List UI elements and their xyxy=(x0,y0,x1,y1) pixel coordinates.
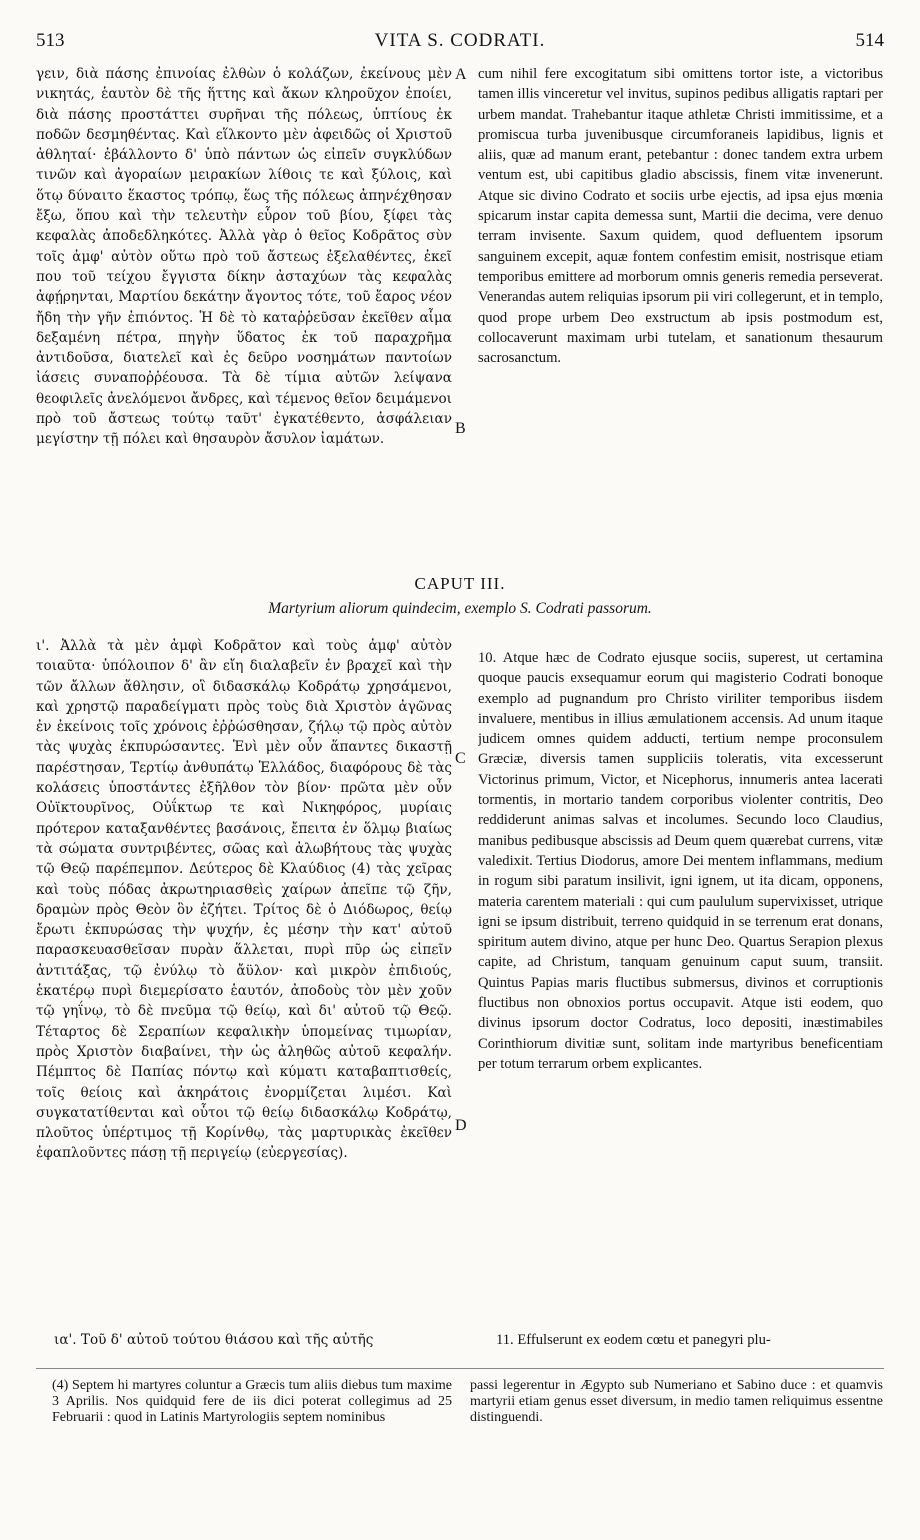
latin-paragraph: 10. Atque hæc de Codrato ejusque sociis, superest, ut certamina quoque paucis exsequamur eorum qui magisterio Codrati bonoque exemplo ad pugnandum pro Christo viriliter temporibus iisdem invaluere, mentibus in illius æmulationem accensis. Ad unum itaque judicem omnes quidem adducti, tertium nempe proconsulem Græciæ, diversis tamen suppliciis toleratis, vita excesserunt Victorinus primum, Victor, et Nicephorus, innumeris antea lacerati tormentis, in mortario tandem corporibus violenter contritis, Deo reddiderunt animas salvas et incolumes. Secundo loco Claudius, manibus pedibusque abscissis ad Deum quem quærebat currens, vitæ valedixit. Tertius Diodorus, amore Dei mentem inflammans, medium in rogum sibi paratum insilivit, igni ignem, ut ita dicam, opponens, materia carentem materiali : qui cum paululum supervixisset, utrique igni se ipsum distribuit, terreno quidquid in se terrenum erat donans, spiritum autem divino, atque per hunc Deo. Quartus Serapion plexus capite, ad Christum, tanquam genuinum caput suum, transiit. Quintus Papias maris fluctibus submersus, divinos et corruptionis fluctibus non obnoxios portus occupavit. Atque isti eodem, quo divinus ipsorum doctor Codratus, loco depositi, inæstimabiles Corinthiorum divitiæ sunt, solitam inde martyribus beneficentiam per totum terrarum orbem explicantes. xyxy=(478,650,883,1072)
chapter-subtitle: Martyrium aliorum quindecim, exemplo S. Codrati passorum. xyxy=(268,600,652,617)
footnote-right: passi legerentur in Ægypto sub Numeriano et Sabino duce : et quamvis martyrii etiam genus esset diversum, in medio tamen reliquimus essentne distinguendi. xyxy=(470,1378,883,1425)
greek-paragraph: ια'. Τοῦ δ' αὐτοῦ τούτου θιάσου καὶ τῆς αὐτῆς xyxy=(54,1332,374,1348)
latin-column-section-3 xyxy=(496,1330,883,1352)
margin-marker-d: D xyxy=(455,1117,467,1134)
footnote-left: (4) Septem hi martyres coluntur a Græcis tum aliis diebus tum maxime 3 Aprilis. Nos quidquid fere de iis dici poterat collegimus ad 25 Februarii : quod in Latinis Martyrologiis septem nominibus xyxy=(52,1378,452,1425)
margin-marker-b: B xyxy=(455,420,466,437)
greek-column-section-2 xyxy=(36,636,452,1330)
latin-column-section-1 xyxy=(478,64,883,574)
page-number-left: 513 xyxy=(36,30,65,51)
page-header xyxy=(36,30,884,54)
margin-marker-c: C xyxy=(455,750,466,767)
greek-paragraph: γειν, διὰ πάσης ἐπινοίας ἐλθὼν ὁ κολάζων, ἐκείνους μὲν νικητάς, ἑαυτὸν δὲ τῆς ἥττης καὶ ἄκων κληροῦχον ἐποίει, διὰ πάσης προστάττει συρῆναι τῆς πόλεως, ὑπτίους ἐκ ποδῶν δεσμηθέντας. Καὶ εἵλκοντο μὲν ἀφειδῶς οἱ Χριστοῦ ἀθληταί· ἐβάλλοντο δ' ὑπὸ πάντων ὡς εἰπεῖν συγκλύδων τινῶν καὶ ἀγοραίων μειρακίων λίθοις τε καὶ ξύλοις, καὶ ὅτῳ δύναιτο ἕκαστος τρόπῳ, ἕως τῆς πόλεως ἀπηνέχθησαν ἔξω, ὅπου καὶ τὴν τελευτὴν εὗρον τοῦ βίου, ξίφει τὰς κεφαλὰς ἀποδεδληκότες. Ἀλλὰ γὰρ ὁ θεῖος Κοδρᾶτος σὺν τοῖς ἀμφ' αὐτὸν οὕτω πρὸ τοῦ ἄστεως ἐξελαθέντες, ἐκεῖ που τοῦ τείχου ἔγγιστα δίκην ἀσταχύων τὰς κεφαλὰς ἀφῄρηνται, Μαρτίου δεκάτην ἄγοντος τότε, τοῦ ἔαρος νέον ἤδη τὴν γῆν ἐπιόντος. Ἡ δὲ τὸ καταῤῥεῦσαν ἐκεῖθεν αἷμα δεξαμένη πέτρα, πηγὴν ὕδατος ἐκ τοῦ παραχρῆμα ἀντιδοῦσα, διατελεῖ καὶ ἐς δεῦρο νοσημάτων παντοίων ἰάσεις συναποῤῥέουσα. Τὰ δὲ τίμια αὐτῶν λείψανα θεοφιλεῖς ἀνελόμενοι ἄνδρες, καὶ τέμενος θεῖον δειμάμενοι πρὸ τοῦ ἄστεως τούτῳ ταῦτ' ἐγκατέθεντο, ἀσφάλειαν μεγίστην τῇ πόλει καὶ θησαυρὸν ἄσυλον ἰαμάτων. xyxy=(36,66,452,448)
margin-marker-a: A xyxy=(455,66,467,83)
page-number-right: 514 xyxy=(855,30,884,51)
running-title: VITA S. CODRATI. xyxy=(374,30,546,51)
greek-paragraph: ι'. Ἀλλὰ τὰ μὲν ἀμφὶ Κοδρᾶτον καὶ τοὺς ἀμφ' αὐτὸν τοιαῦτα· ὑπόλοιπον δ' ἂν εἴη διαλαβεῖν ἐν βραχεῖ καὶ τὴν τῶν ἄλλων ἄθλησιν, οἳ διδασκάλῳ Κοδράτῳ χρησάμενοι, καὶ χρηστῷ παραδείγματι πρὸς τοὺς διὰ Χριστὸν ἀγῶνας ἐν ἐκείνοις τοῖς χρόνοις ἐῤῥώσθησαν, ζήλῳ τῷ πρὸς αὐτὸν τὰς ψυχὰς ἐκπυρώσαντες. Ἑνὶ μὲν οὖν ἅπαντες δικαστῇ παρέστησαν, Τερτίῳ ἀνθυπάτῳ Ἑλλάδος, διαφόρους δὲ τὰς κολάσεις ὑποστάντες ἐξῆλθον τὸν βίον· πρῶτα μὲν οὖν Οὐϊκτουρῖνος, Οὐΐκτωρ τε καὶ Νικηφόρος, μυρίαις πρότερον καταξανθέντες βασάνοις, ἔπειτα ἐν ὅλμῳ βιαίως τὰ σώματα συντριβέντες, σῶας καὶ ἀλωβήτους τὰς ψυχὰς τῷ Θεῷ παρέπεμπον. Δεύτερος δὲ Κλαύδιος (4) τὰς χεῖρας καὶ τοὺς πόδας ἀκρωτηριασθεὶς χαίρων ἀπεῖπε τῷ ζῆν, δραμὼν πρὸς Θεὸν ὃν ἐζήτει. Τρίτος δὲ ὁ Διόδωρος, θείῳ ἔρωτι ἐκπυρώσας τὴν ψυχήν, ἐς μέσην τὴν κατ' αὐτοῦ παρασκευασθεῖσαν πυρὰν ἅλλεται, πυρὶ πῦρ ὡς εἰπεῖν ἀντιτάξας, τῷ ἐνύλῳ τὸ ἄϋλον· καὶ μικρὸν ἐπιδιούς, ἑκατέρῳ πυρὶ διεμερίσατο ἑαυτόν, ἀποδοὺς τὸν μὲν χοῦν τῷ γηΐνῳ, τὸ δὲ πνεῦμα τῷ θείῳ, καὶ δι' αὐτοῦ τῷ Θεῷ. Τέταρτος δὲ Σεραπίων κεφαλικὴν ὑπομείνας τιμωρίαν, πρὸς Χριστὸν διαβαίνει, τὴν ὡς ἀληθῶς αὐτοῦ κεφαλήν. Πέμπτος δὲ Παπίας πόντῳ καὶ κύματι καταβαπτισθείς, τοῖς θείοις καὶ ἀκηράτοις ἐνορμίζεται λιμέσι. Καὶ συγκατατίθενται καὶ οὗτοι τῷ θείῳ διδασκάλῳ Κοδράτῳ, πλοῦτος ὑπέρτιμος τῇ Κορίνθῳ, τὰς μαρτυρικὰς ἐκεῖθεν ἐφαπλοῦντες πάσῃ τῇ περιγείῳ (εὐεργεσίας). xyxy=(36,638,452,1162)
greek-column-section-1 xyxy=(36,64,452,574)
chapter-title: CAPUT III. xyxy=(414,574,506,593)
latin-paragraph: 11. Effulserunt ex eodem cœtu et panegyri plu- xyxy=(496,1332,771,1348)
latin-column-section-2 xyxy=(478,648,883,1330)
footnote-rule xyxy=(36,1368,884,1369)
latin-paragraph: cum nihil fere excogitatum sibi omittens tortor iste, a victoribus tamen illis vinceretur vel invitus, supinos pedibus alligatis raptari per urbem mandat. Trahebantur itaque athletæ Christi immitissime, et a promiscua turba juvenibusque circumforaneis lapidibus, lignis et aliis, quæ ad manum erant, petebantur : donec tandem extra urbem ventum est, ubi capitibus gladio abscissis, finem vitæ invenerunt. Atque sic divino Codrato et sociis urbe ejectis, ad ipsa ejus mœnia spicarum instar capita demessa sunt, Martii die decima, vere denuo terram invisente. Saxum quidem, quod defluentem ipsorum sanguinem excepit, aquæ fontem confestim emisit, nostrisque etiam temporibus emittere ad morborum omnis generis remedia perseverat. Venerandas autem reliquias ipsorum pii viri collegerunt, et in templo, quod prope urbem Deo exstructum ab ipsis postmodum est, collocaverunt maximam urbi tutelam, et sanationum thesaurum sacrosanctum. xyxy=(478,66,883,367)
greek-column-section-3 xyxy=(54,1330,452,1352)
